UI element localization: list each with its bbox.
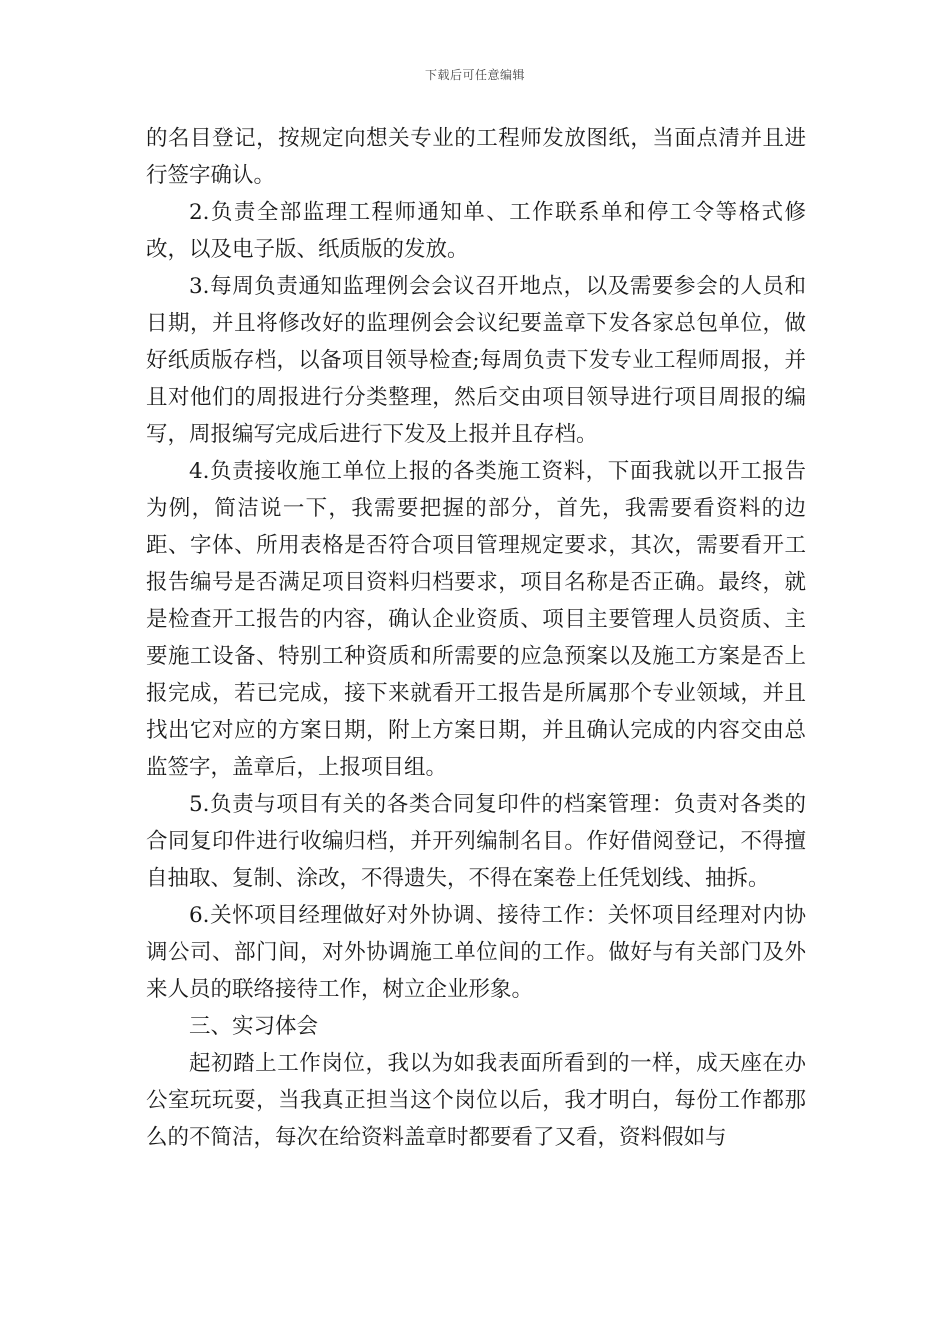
document-body: [146, 120, 806, 1156]
paragraph-3: 3.每周负责通知监理例会会议召开地点，以及需要参会的人员和日期，并且将修改好的监理例会会议纪要盖章下发各家总包单位，做好纸质版存档，以备项目领导检查;每周负责下发专业工程师周报，并且对他们的周报进行分类整理，然后交由项目领导进行项目周报的编写，周报编写完成后进行下发及上报并且存档。: [146, 274, 806, 447]
paragraph-4: 4.负责接收施工单位上报的各类施工资料，下面我就以开工报告为例，简洁说一下，我需要把握的部分，首先，我需要看资料的边距、字体、所用表格是否符合项目管理规定要求，其次，需要看开工报告编号是否满足项目资料归档要求，项目名称是否正确。最终，就是检查开工报告的内容，确认企业资质、项目主要管理人员资质、主要施工设备、特别工种资质和所需要的应急预案以及施工方案是否上报完成，若已完成，接下来就看开工报告是所属那个专业领域，并且找出它对应的方案日期，附上方案日期，并且确认完成的内容交由总监签字，盖章后，上报项目组。: [146, 459, 806, 780]
paragraph-7: 起初踏上工作岗位，我以为如我表面所看到的一样，成天座在办公室玩玩耍，当我真正担当这个岗位以后，我才明白，每份工作都那么的不简洁，每次在给资料盖章时都要看了又看，资料假如与: [146, 1051, 806, 1150]
page-header: 下载后可任意编辑: [424, 68, 525, 82]
paragraph-6: 6.关怀项目经理做好对外协调、接待工作：关怀项目经理对内协调公司、部门间，对外协调施工单位间的工作。做好与有关部门及外来人员的联络接待工作，树立企业形象。: [146, 903, 806, 1002]
section-heading: 三、实习体会: [189, 1014, 319, 1039]
paragraph-1: 的名目登记，按规定向想关专业的工程师发放图纸，当面点清并且进行签字确认。: [146, 126, 806, 188]
paragraph-5: 5.负责与项目有关的各类合同复印件的档案管理：负责对各类的合同复印件进行收编归档，并开列编制名目。作好借阅登记，不得擅自抽取、复制、涂改，不得遗失，不得在案卷上任凭划线、抽拆。: [146, 792, 806, 891]
paragraph-2: 2.负责全部监理工程师通知单、工作联系单和停工令等格式修改，以及电子版、纸质版的发放。: [146, 200, 806, 262]
